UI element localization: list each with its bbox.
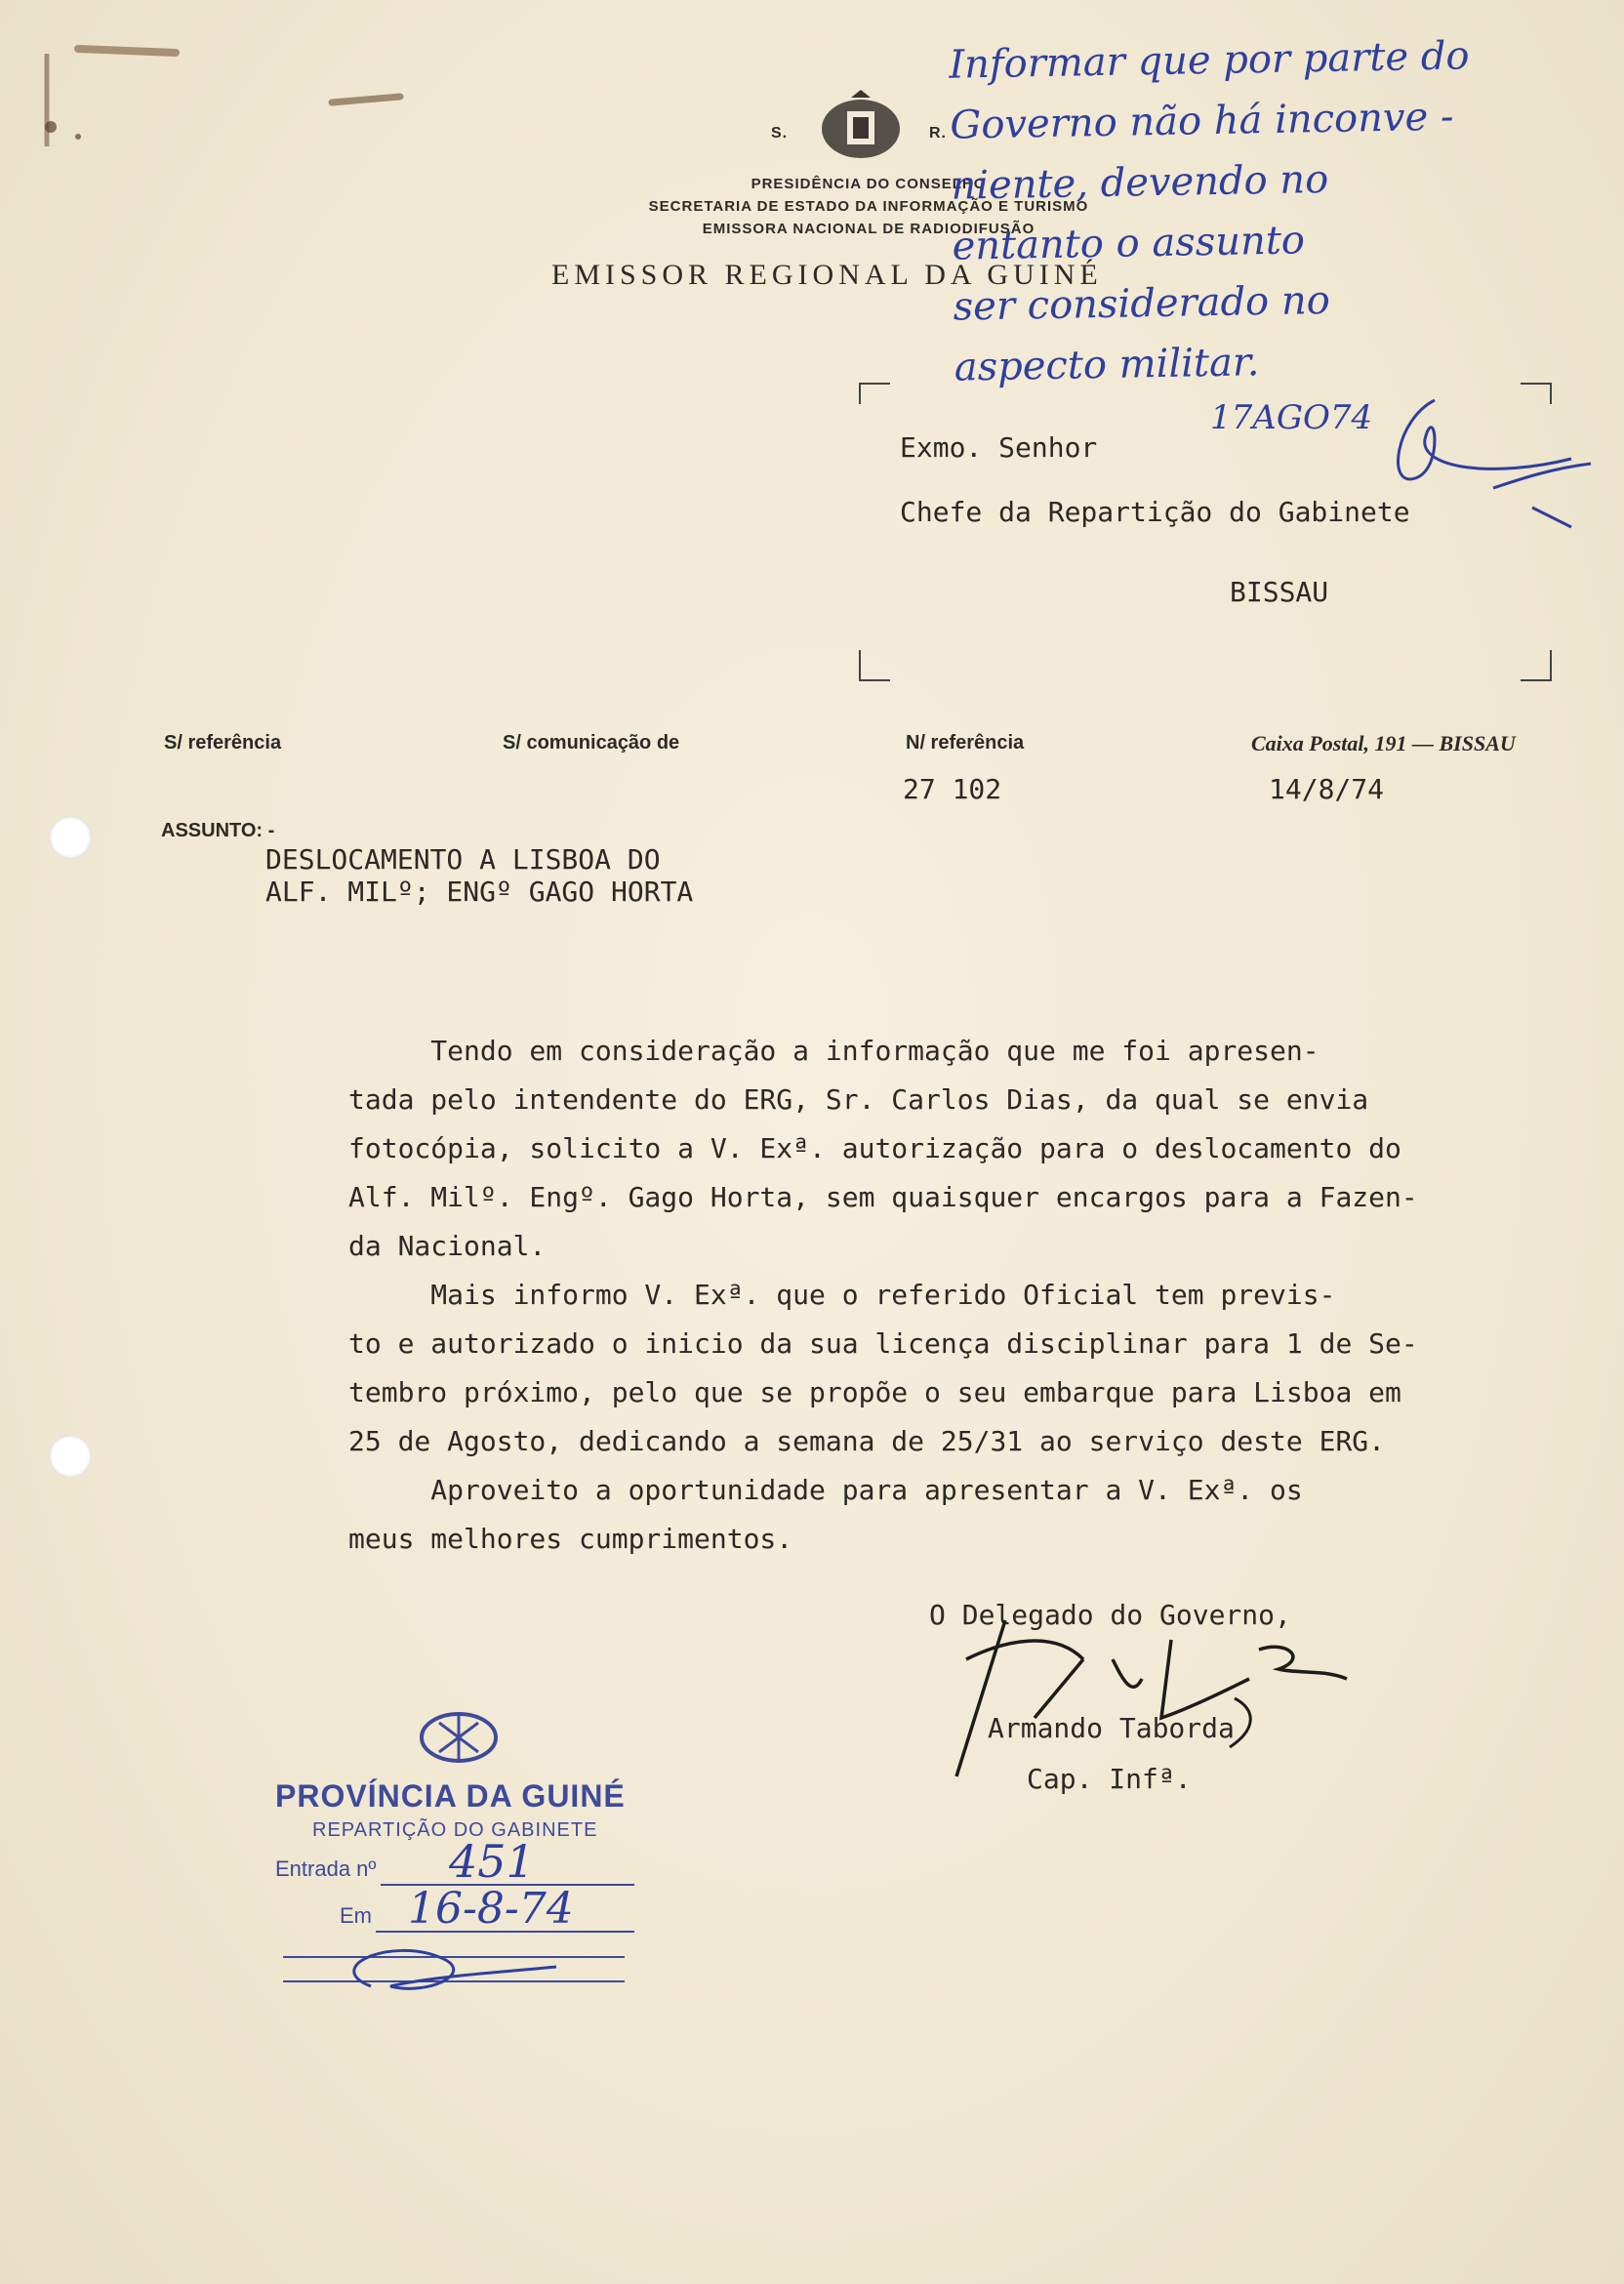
- n-referencia-label: N/ referência: [906, 732, 1025, 754]
- body-line-6: Mais informo V. Exª. que o referido Oficial tem previs-: [348, 1279, 1336, 1311]
- annotation-signature: [1376, 381, 1601, 556]
- annotation-line-4: entanto o assunto: [952, 218, 1306, 269]
- annotation-line-3: niente, devendo no: [951, 156, 1329, 209]
- recipient-title: Chefe da Repartição do Gabinete: [900, 496, 1410, 528]
- stamp-date: 16-8-74: [408, 1884, 574, 1934]
- s-mark: S.: [771, 125, 789, 142]
- signatory-role: O Delegado do Governo,: [929, 1599, 1291, 1631]
- stamp-entrada-number: 451: [449, 1835, 535, 1888]
- body-line-8: tembro próximo, pelo que se propõe o seu embarque para Lisboa em: [348, 1376, 1401, 1408]
- staple-marks: [29, 39, 205, 176]
- address-bracket-bl: [859, 650, 890, 681]
- body-line-9: 25 de Agosto, dedicando a semana de 25/31 ao serviço deste ERG.: [348, 1425, 1386, 1457]
- annotation-line-6: aspecto militar.: [954, 340, 1260, 390]
- annotation-line-2: Governo não há inconve -: [950, 94, 1454, 148]
- recipient-salutation: Exmo. Senhor: [900, 431, 1098, 464]
- address-bracket-br: [1521, 650, 1552, 681]
- stamp-underline-2: [376, 1931, 634, 1933]
- address-bracket-tl: [859, 383, 890, 404]
- annotation-line-5: ser considerado no: [953, 277, 1331, 330]
- punch-hole-bottom: [49, 1435, 92, 1478]
- body-line-4: Alf. Milº. Engº. Gago Horta, sem quaisquer encargos para a Fazen-: [348, 1181, 1418, 1213]
- handwritten-annotation: [949, 23, 1589, 397]
- coat-of-arms-icon: [812, 90, 910, 166]
- stamp-title: PROVÍNCIA DA GUINÉ: [275, 1778, 626, 1814]
- annotation-line-1: Informar que por parte do: [948, 33, 1470, 88]
- caixa-postal: Caixa Postal, 191 — BISSAU: [1251, 731, 1516, 755]
- body-line-10: Aproveito a oportunidade para apresentar a V. Exª. os: [348, 1474, 1303, 1506]
- signatory-name: Armando Taborda: [988, 1712, 1235, 1744]
- body-text: [348, 1027, 1418, 1564]
- body-line-11: meus melhores cumprimentos.: [348, 1523, 793, 1555]
- s-comunicacao-label: S/ comunicação de: [503, 732, 680, 754]
- signatory-rank: Cap. Infª.: [1027, 1763, 1192, 1795]
- punch-hole-top: [49, 816, 92, 859]
- n-referencia-value: 27 102: [903, 773, 1002, 805]
- body-line-1: Tendo em consideração a informação que me foi apresen-: [348, 1035, 1320, 1067]
- header-line-3: EMISSORA NACIONAL DE RADIODIFUSÃO: [702, 221, 1035, 237]
- assunto-label: ASSUNTO: -: [161, 820, 275, 841]
- s-referencia-label: S/ referência: [164, 732, 282, 754]
- header-title: EMISSOR REGIONAL DA GUINÉ: [551, 259, 1103, 291]
- stamp-em-label: Em: [340, 1903, 372, 1928]
- body-line-5: da Nacional.: [348, 1230, 547, 1262]
- subject-line-2: ALF. MILº; ENGº GAGO HORTA: [265, 876, 694, 908]
- annotation-date: 17AGO74: [1210, 398, 1373, 437]
- body-line-2: tada pelo intendente do ERG, Sr. Carlos Dias, da qual se envia: [348, 1083, 1369, 1116]
- stamp-emblem-icon: [410, 1703, 508, 1772]
- body-line-7: to e autorizado o inicio da sua licença disciplinar para 1 de Se-: [348, 1327, 1418, 1360]
- rust-mark: [322, 83, 420, 122]
- stamp-entrada-label: Entrada nº: [275, 1856, 377, 1881]
- stamp-subtitle: REPARTIÇÃO DO GABINETE: [312, 1819, 598, 1841]
- stamp-initials: [283, 1937, 634, 2006]
- subject-line-1: DESLOCAMENTO A LISBOA DO: [265, 843, 661, 876]
- letter-date: 14/8/74: [1269, 773, 1385, 805]
- address-bracket-tr: [1521, 383, 1552, 404]
- header-line-2: SECRETARIA DE ESTADO DA INFORMAÇÃO E TURISMO: [648, 198, 1089, 215]
- recipient-city: BISSAU: [1230, 576, 1329, 608]
- r-mark: R.: [929, 125, 947, 142]
- header-line-1: PRESIDÊNCIA DO CONSELHO: [751, 176, 987, 192]
- body-line-3: fotocópia, solicito a V. Exª. autorização para o deslocamento do: [348, 1132, 1401, 1164]
